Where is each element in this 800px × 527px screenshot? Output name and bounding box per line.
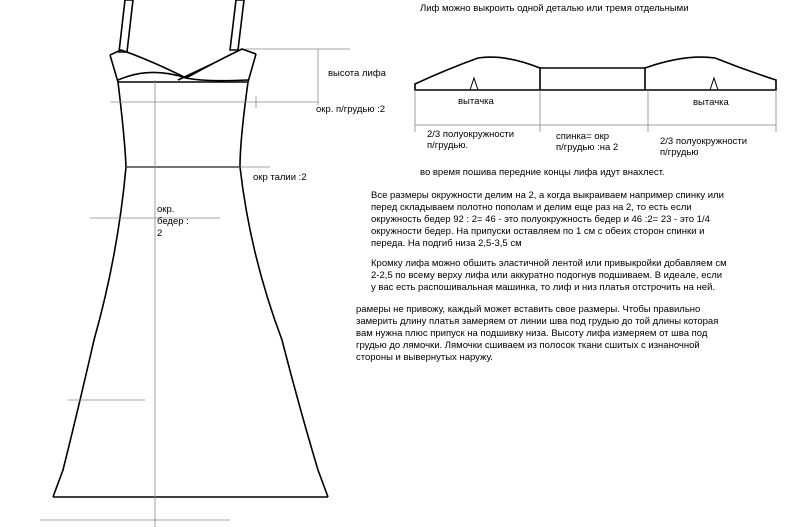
paragraph-edge-finish: Кромку лифа можно обшить эластичной лентой или привыкройки добавляем см 2-2,5 по всему верху лифа или аккуратно подогнув подшиваем. В идеале, если у вас есть распошивальная машинка, то лиф и низ платья отстрочить на ней. xyxy=(371,258,727,293)
label-bodice-height: высота лифа xyxy=(328,68,386,79)
label-hips: окр. бедер : 2 xyxy=(157,204,189,239)
paragraph-measurements: рамеры не привожу, каждый может вставить свое размеры. Чтобы правильно замерить длину платья замеряем от линии шва под грудью до той длины которая вам нужна плюс припуск на подшивку низа. Высоту лифа измеряем от шва под грудью до лямочки. Лямочки сшиваем из полосок ткани сшитых с изнаночной стороны и вывернутых наружу. xyxy=(356,304,719,363)
dart-left xyxy=(470,78,478,90)
header-text: Лиф можно выкроить одной деталью или тремя отдельными xyxy=(420,3,689,14)
paragraph-sizes: Все размеры окружности делим на 2, а когда выкраиваем например спинку или перед складываем полотно пополам и делим еще раз на 2, то есть если окружность бедер 92 : 2= 46 - это полуокружность бедер и 46 :2= 23 - это 1/4 окружности бедер. На припуски оставляем по 1 см с обеих сторон спинки и переда. На подгиб низа 2,5-3,5 см xyxy=(371,190,724,249)
label-front-right: 2/3 полуокружности п/грудью xyxy=(660,136,748,158)
label-dart-left: вытачка xyxy=(458,96,494,107)
label-bust: окр. п/грудью :2 xyxy=(316,104,386,115)
label-back: спинка= окр п/грудью :на 2 xyxy=(556,131,619,153)
label-front-left: 2/3 полуокружности п/грудью. xyxy=(427,129,515,151)
label-waist: окр талии :2 xyxy=(253,172,307,183)
bodice-outline xyxy=(415,57,776,90)
label-overlap-note: во время пошива передние концы лифа идут внахлест. xyxy=(420,167,665,178)
label-dart-right: вытачка xyxy=(693,97,729,108)
dart-right xyxy=(710,78,718,90)
